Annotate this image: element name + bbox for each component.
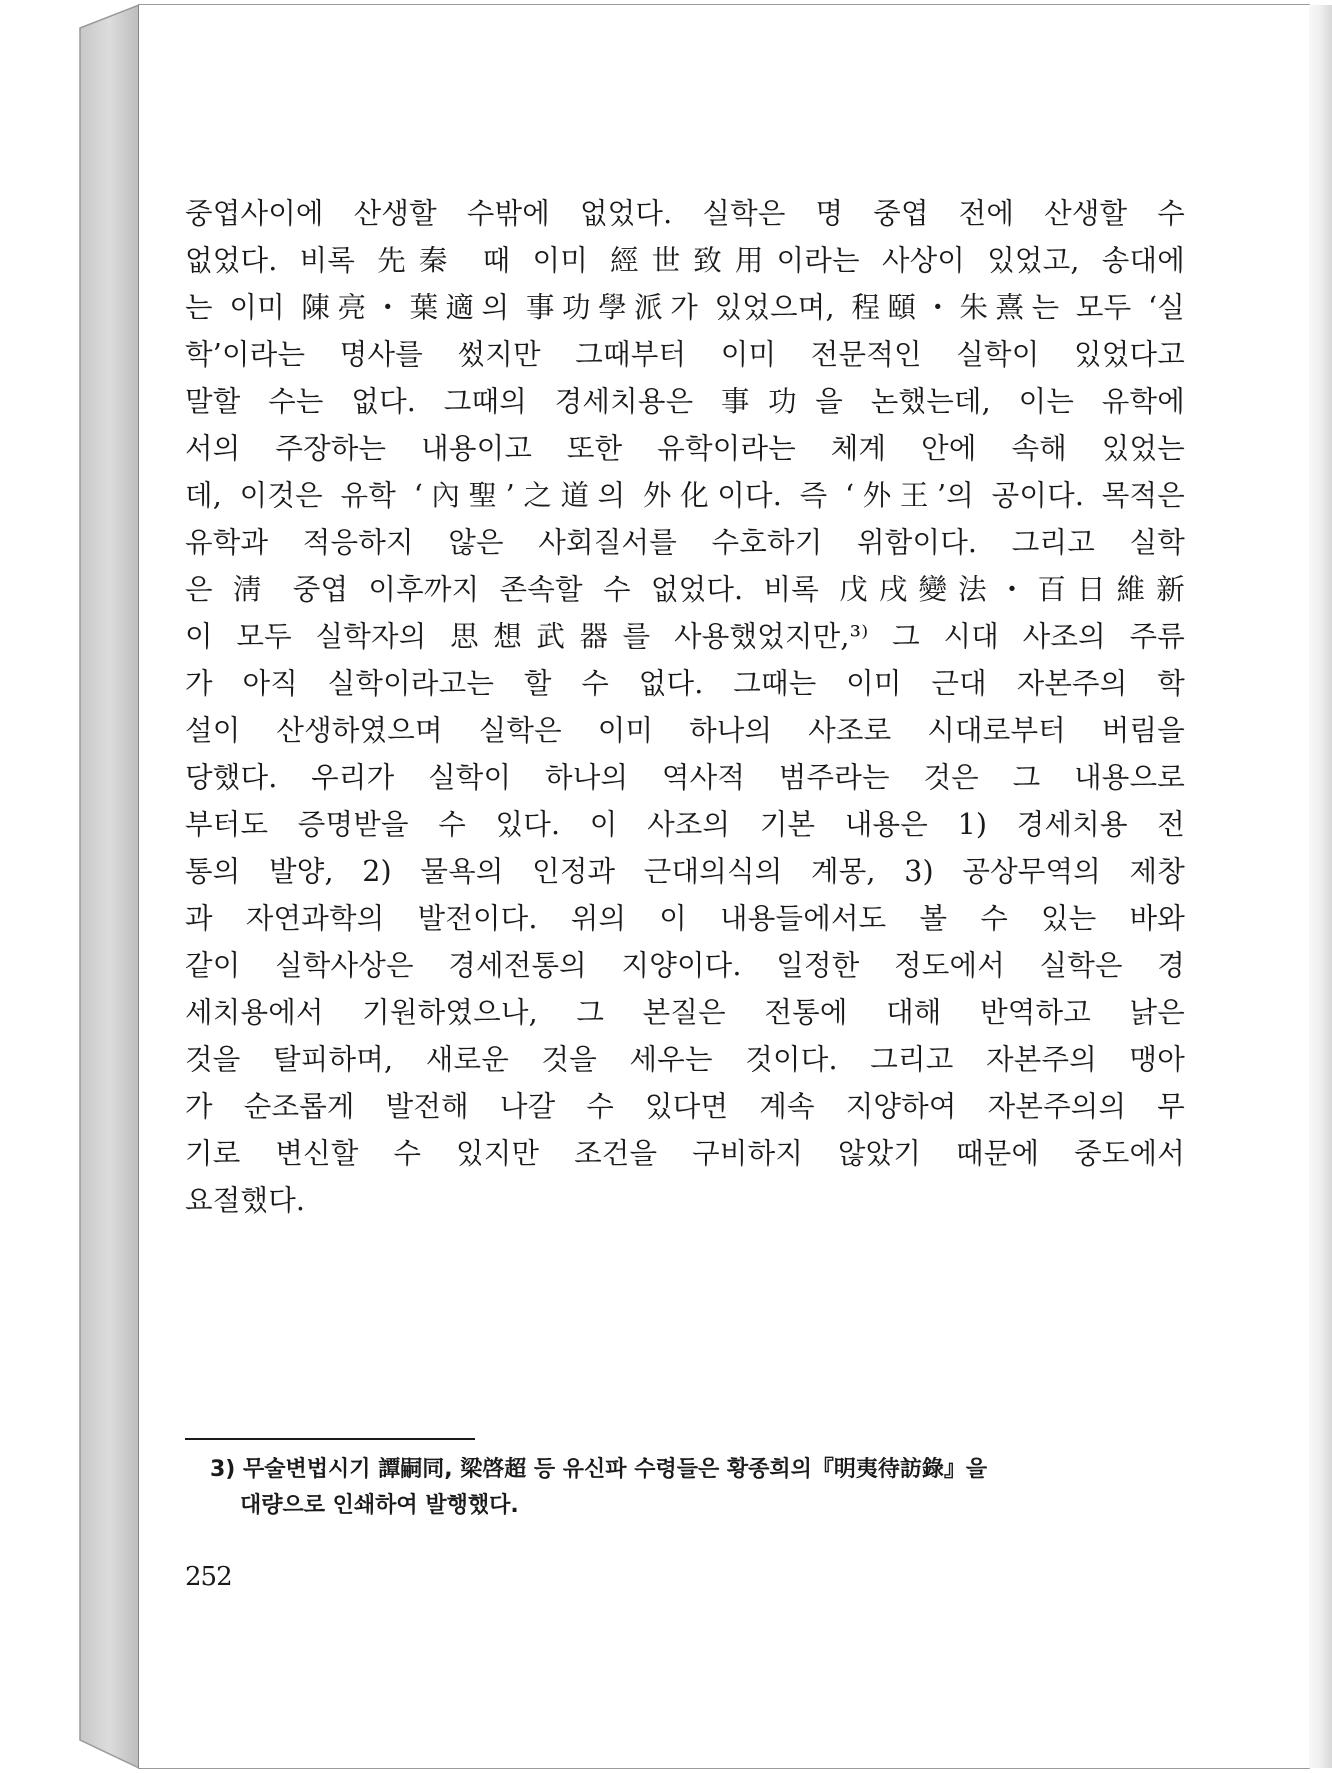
page-number: 252 <box>185 1562 232 1592</box>
body-line: 학’이라는 명사를 썼지만 그때부터 이미 전문적인 실학이 있었다고 <box>185 338 1185 371</box>
body-line: 데, 이것은 유학 ‘內聖’之道의 外化이다. 즉 ‘外王’의 공이다. 목적은 <box>185 479 1185 512</box>
body-line: 것을 탈피하며, 새로운 것을 세우는 것이다. 그리고 자본주의 맹아 <box>185 1043 1185 1076</box>
footnote-line: 대량으로 인쇄하여 발행했다. <box>240 1493 519 1518</box>
body-line: 부터도 증명받을 수 있다. 이 사조의 기본 내용은 1) 경세치용 전 <box>185 808 1185 841</box>
body-line: 서의 주장하는 내용이고 또한 유학이라는 체계 안에 속해 있었는 <box>185 432 1185 465</box>
body-line: 같이 실학사상은 경세전통의 지양이다. 일정한 정도에서 실학은 경 <box>185 949 1185 982</box>
body-line: 기로 변신할 수 있지만 조건을 구비하지 않았기 때문에 중도에서 <box>185 1137 1185 1170</box>
body-line: 설이 산생하였으며 실학은 이미 하나의 사조로 시대로부터 버림을 <box>185 714 1185 747</box>
footnote-line: 3) 무술변법시기 譚嗣同, 梁啓超 등 유신파 수령들은 황종희의『明夷待訪錄』을 <box>210 1457 988 1482</box>
body-line: 과 자연과학의 발전이다. 위의 이 내용들에서도 볼 수 있는 바와 <box>185 902 1185 935</box>
body-line: 통의 발양, 2) 물욕의 인정과 근대의식의 계몽, 3) 공상무역의 제창 <box>185 855 1185 888</box>
body-text <box>185 190 1185 1224</box>
body-line: 유학과 적응하지 않은 사회질서를 수호하기 위함이다. 그리고 실학 <box>185 526 1185 559</box>
book-side-face <box>80 5 139 1768</box>
body-line: 이 모두 실학자의 思想武器를 사용했었지만,³⁾ 그 시대 사조의 주류 <box>185 620 1185 653</box>
footnote-rule <box>185 1438 475 1440</box>
body-line: 당했다. 우리가 실학이 하나의 역사적 범주라는 것은 그 내용으로 <box>185 761 1185 794</box>
body-line: 말할 수는 없다. 그때의 경세치용은 事功을 논했는데, 이는 유학에 <box>185 385 1185 418</box>
body-line: 세치용에서 기원하였으나, 그 본질은 전통에 대해 반역하고 낡은 <box>185 996 1185 1029</box>
body-line: 가 순조롭게 발전해 나갈 수 있다면 계속 지양하여 자본주의의 무 <box>185 1090 1185 1123</box>
body-line: 가 아직 실학이라고는 할 수 없다. 그때는 이미 근대 자본주의 학 <box>185 667 1185 700</box>
body-line: 없었다. 비록 先秦 때 이미 經世致用이라는 사상이 있었고, 송대에 <box>185 244 1185 277</box>
body-line: 중엽사이에 산생할 수밖에 없었다. 실학은 명 중엽 전에 산생할 수 <box>185 197 1185 230</box>
footnote <box>210 1452 1190 1524</box>
body-line: 는 이미 陳亮・葉適의 事功學派가 있었으며, 程頤・朱熹는 모두 ‘실 <box>185 291 1185 324</box>
body-line: 은 淸 중엽 이후까지 존속할 수 없었다. 비록 戊戌變法・百日維新 <box>185 573 1185 606</box>
body-line: 요절했다. <box>185 1184 306 1217</box>
